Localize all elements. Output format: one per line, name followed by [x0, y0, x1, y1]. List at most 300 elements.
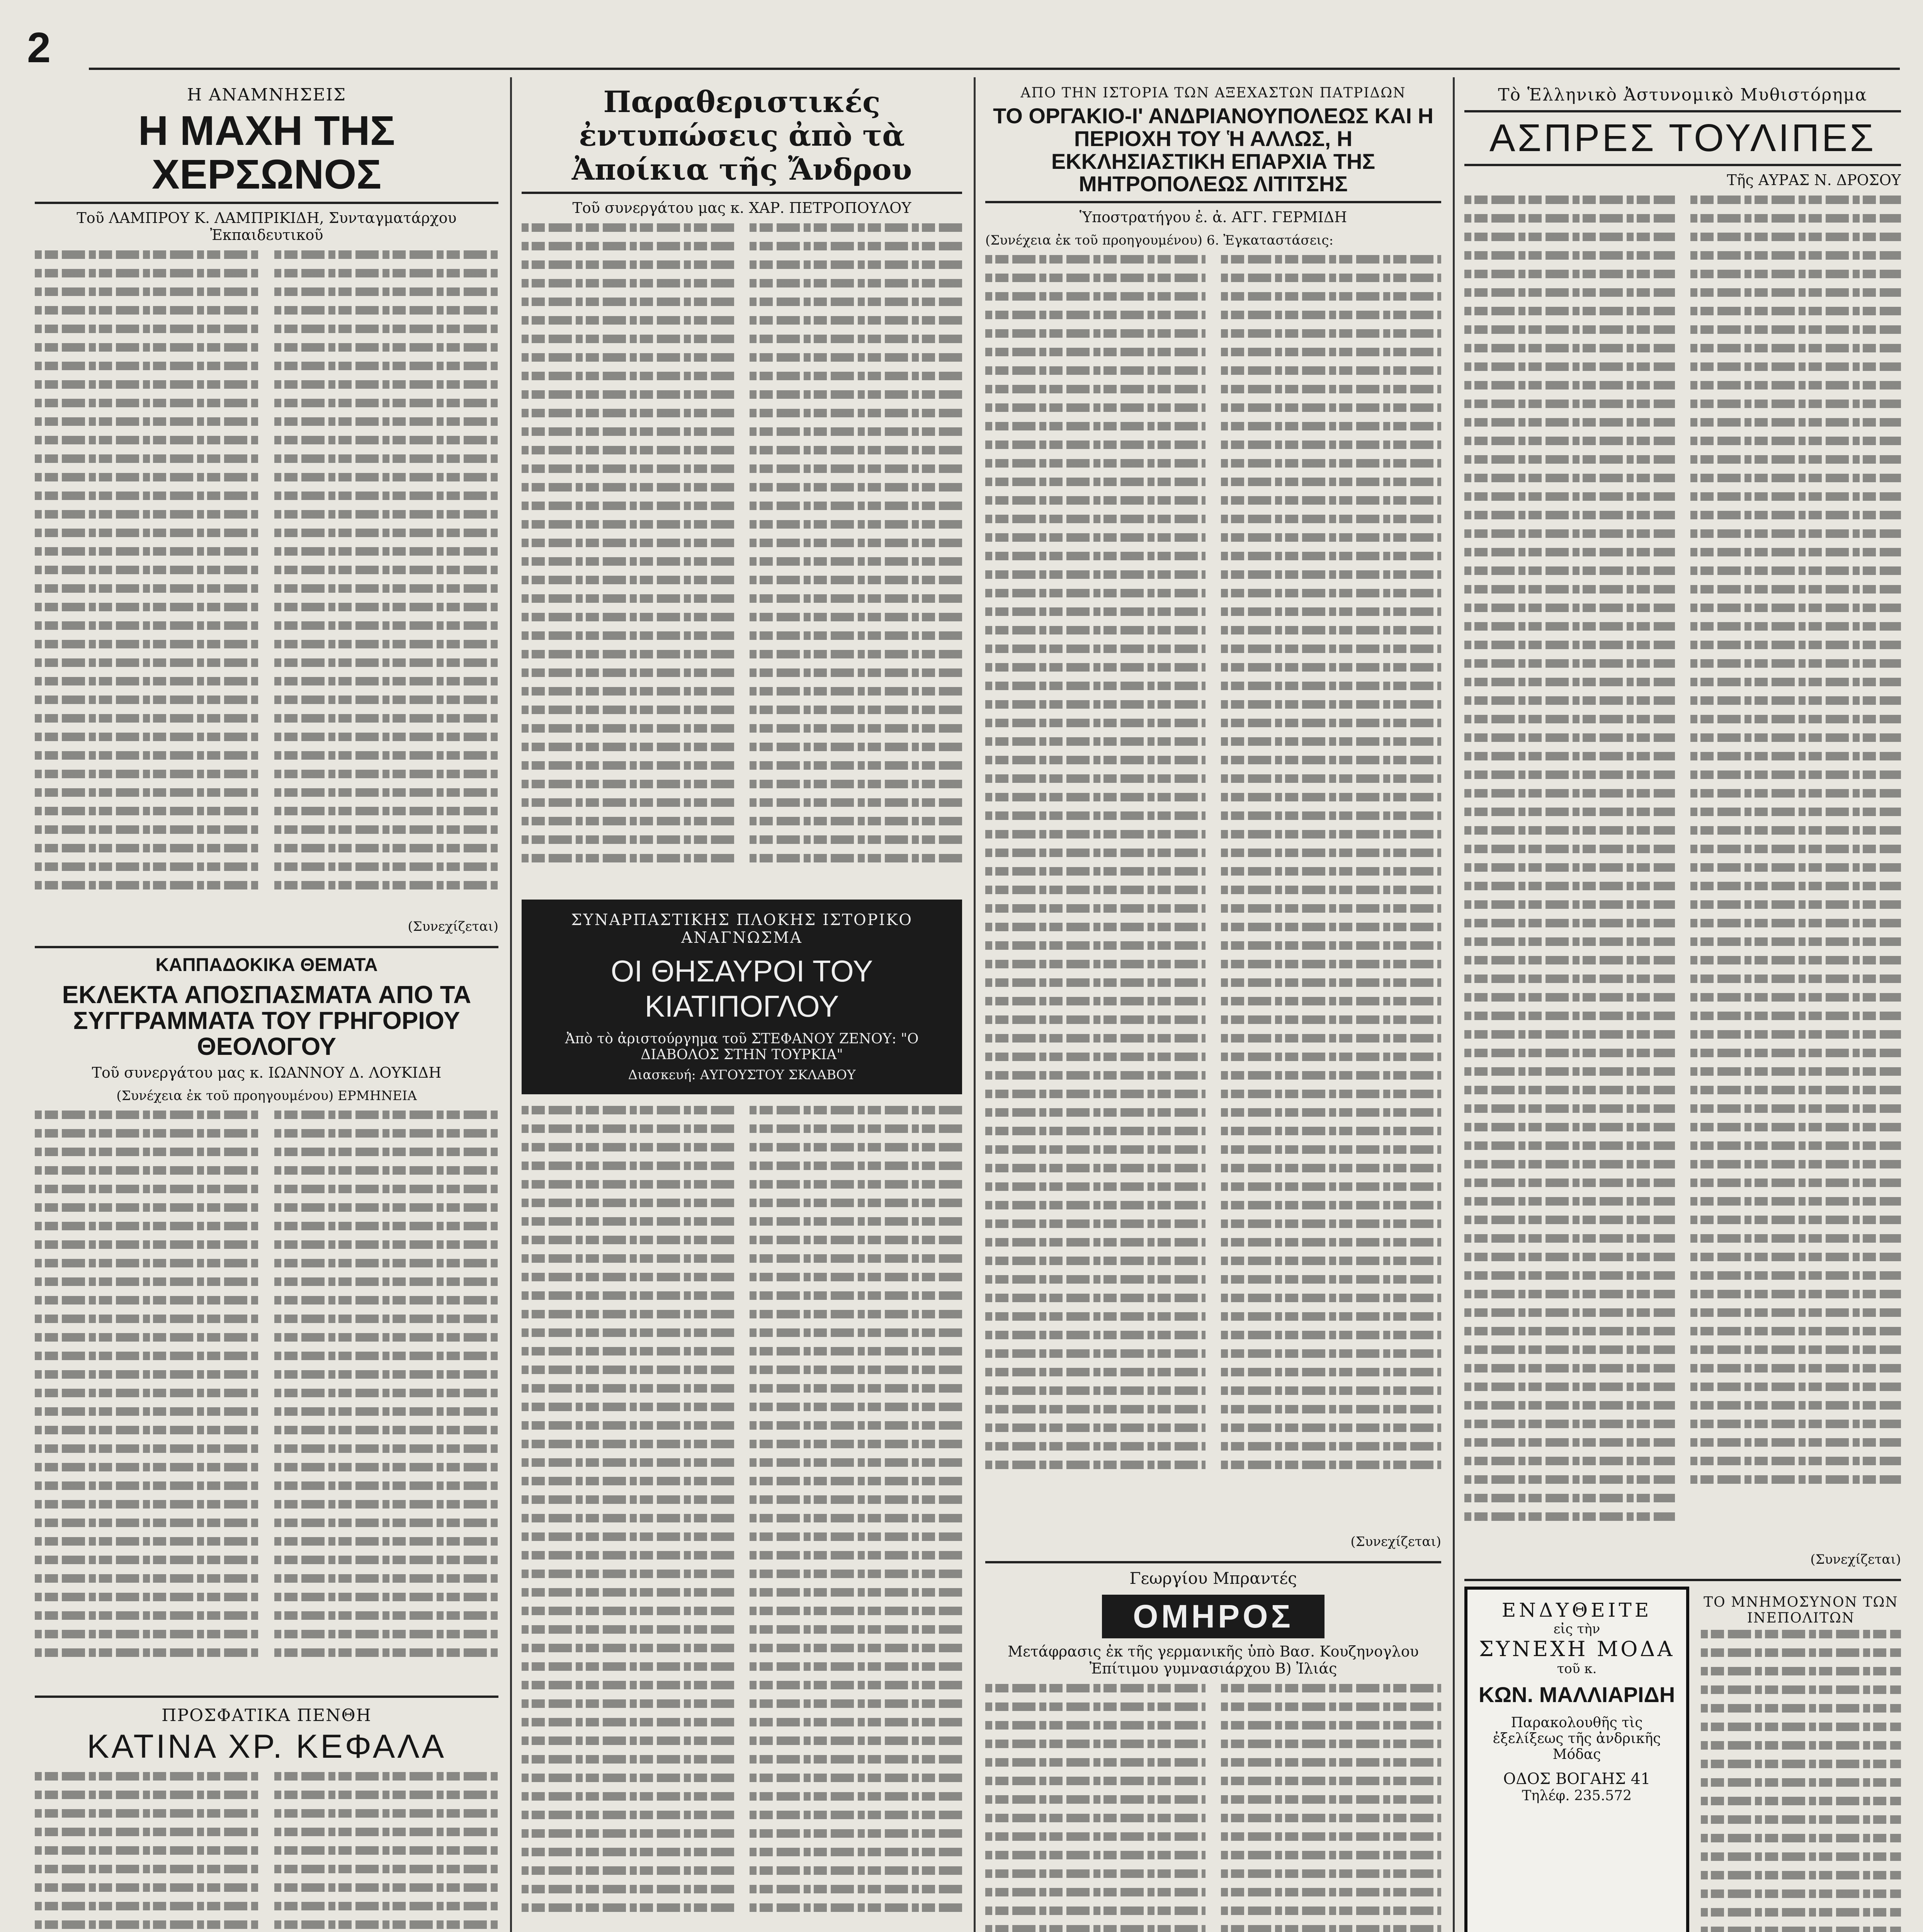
text-line	[274, 306, 498, 315]
text-line	[35, 714, 259, 723]
text-line	[1221, 1053, 1441, 1061]
text-line	[985, 478, 1205, 486]
text-line	[35, 733, 259, 741]
text-line	[1690, 362, 1901, 371]
text-line	[1221, 886, 1441, 894]
text-line	[1464, 1216, 1675, 1224]
article-byline-2: Τοῦ συνεργάτου μας κ. ΙΩΑΝΝΟΥ Δ. ΛΟΥΚΙΔΗ	[92, 1064, 442, 1082]
text-line	[985, 645, 1205, 653]
text-line	[522, 1885, 734, 1893]
text-line	[985, 533, 1205, 542]
text-line	[1690, 529, 1901, 538]
text-line	[1690, 325, 1901, 334]
text-line	[1464, 400, 1675, 408]
text-line	[35, 417, 259, 426]
text-line	[274, 1296, 498, 1304]
text-line	[750, 557, 962, 566]
text-line	[274, 1333, 498, 1342]
text-line	[1690, 1030, 1901, 1039]
text-line	[1221, 1758, 1441, 1767]
text-line	[1221, 292, 1441, 301]
text-line	[274, 287, 498, 296]
text-line	[274, 362, 498, 370]
text-line	[1690, 1401, 1901, 1410]
text-line	[1221, 459, 1441, 468]
column-1	[35, 77, 498, 1932]
text-line	[750, 650, 962, 658]
text-line	[1464, 270, 1675, 278]
ad-line: τοῦ κ.	[1557, 1661, 1597, 1677]
text-line	[750, 520, 962, 529]
text-line	[522, 687, 734, 696]
text-line	[274, 1407, 498, 1416]
text-line	[35, 807, 259, 815]
text-line	[1690, 715, 1901, 723]
text-line	[750, 1866, 962, 1875]
text-line	[1221, 1423, 1441, 1432]
article-title: Η ΜΑΧΗ ΤΗΣ ΧΕΡΣΩΝΟΣ	[138, 107, 395, 198]
continued-note: (Συνεχίζεται)	[1350, 1534, 1441, 1550]
text-column	[1221, 255, 1441, 1530]
text-line	[1690, 1049, 1901, 1057]
text-line	[274, 380, 498, 389]
memorial-body	[1701, 1630, 1901, 1932]
text-line	[1464, 993, 1675, 1002]
text-line	[522, 631, 734, 640]
text-line	[750, 1384, 962, 1393]
text-column	[750, 1106, 962, 1932]
text-line	[1690, 307, 1901, 315]
text-line	[522, 1551, 734, 1560]
text-line	[1221, 385, 1441, 393]
text-line	[1690, 808, 1901, 816]
text-line	[1464, 307, 1675, 315]
text-line	[274, 1828, 498, 1836]
text-line	[985, 570, 1205, 579]
banner-kicker: ΣΥΝΑΡΠΑΣΤΙΚΗΣ ΠΛΟΚΗΣ ΙΣΤΟΡΙΚΟ ΑΝΑΓΝΩΣΜΑ	[571, 911, 913, 947]
text-line	[1464, 659, 1675, 668]
text-line	[1221, 403, 1441, 412]
text-line	[274, 1259, 498, 1267]
text-column	[522, 1106, 734, 1932]
text-line	[35, 1809, 259, 1818]
text-line	[985, 978, 1205, 987]
text-line	[1690, 752, 1901, 760]
text-line	[750, 390, 962, 399]
side-notices	[1701, 1587, 1901, 1932]
text-line	[1221, 1795, 1441, 1804]
text-line	[985, 700, 1205, 709]
article-title: Παραθεριστικές ἐντυπώσεις ἀπὸ τὰ Ἀποίκια τῆς Ἄνδρου	[571, 85, 912, 187]
banner-subtitle: Ἀπὸ τὸ ἀριστούργημα τοῦ ΣΤΕΦΑΝΟΥ ΖΕΝΟΥ: "Ο ΔΙΑΒΟΛΟΣ ΣΤΗΝ ΤΟΥΡΚΙΑ"	[565, 1031, 919, 1063]
text-line	[522, 1384, 734, 1393]
text-line	[1690, 1438, 1901, 1447]
text-line	[35, 1407, 259, 1416]
text-line	[1690, 437, 1901, 445]
text-line	[750, 1829, 962, 1838]
text-line	[1221, 645, 1441, 653]
article-title-2	[985, 1595, 1441, 1638]
text-line	[985, 1145, 1205, 1154]
text-line	[1701, 1667, 1901, 1675]
text-line	[1690, 1345, 1901, 1354]
text-line	[274, 733, 498, 741]
ad-name: ΚΩΝ. ΜΑΛΛΙΑΡΙΔΗ	[1478, 1682, 1675, 1707]
text-line	[985, 1386, 1205, 1395]
text-line	[1464, 1271, 1675, 1280]
homer-title-box: ΟΜΗΡΟΣ	[1102, 1595, 1325, 1638]
text-line	[522, 780, 734, 788]
text-line	[274, 825, 498, 834]
article-kicker: Τὸ Ἑλληνικὸ Ἀστυνομικὸ Μυθιστόρημα	[1498, 85, 1867, 105]
text-line	[985, 1442, 1205, 1451]
text-line	[1701, 1760, 1901, 1768]
text-line	[522, 1199, 734, 1207]
text-line	[1464, 455, 1675, 464]
text-line	[750, 854, 962, 862]
text-line	[1701, 1927, 1901, 1932]
text-line	[1221, 1090, 1441, 1098]
text-line	[1690, 474, 1901, 482]
text-line	[1690, 1104, 1901, 1113]
text-line	[1221, 737, 1441, 746]
text-line	[522, 1291, 734, 1300]
text-line	[1464, 196, 1675, 204]
text-line	[1221, 997, 1441, 1005]
text-line	[35, 1865, 259, 1873]
text-line	[35, 1315, 259, 1323]
text-line	[750, 223, 962, 232]
text-line	[1221, 1071, 1441, 1080]
text-line	[750, 1551, 962, 1560]
memorial-title: ΤΟ ΜΝΗΜΟΣΥΝΟΝ ΤΩΝ ΙΝΕΠΟΛΙΤΩΝ	[1704, 1594, 1898, 1626]
text-line	[1221, 1349, 1441, 1358]
text-line	[1464, 1049, 1675, 1057]
text-line	[1690, 1086, 1901, 1094]
text-line	[985, 1164, 1205, 1172]
text-line	[1221, 589, 1441, 597]
text-line	[985, 1053, 1205, 1061]
text-line	[274, 640, 498, 648]
text-line	[1690, 975, 1901, 983]
text-line	[522, 1403, 734, 1411]
text-line	[1464, 1475, 1675, 1484]
text-line	[274, 1129, 498, 1138]
text-line	[1690, 455, 1901, 464]
text-line	[35, 566, 259, 574]
text-line	[750, 427, 962, 436]
text-line	[35, 1148, 259, 1156]
article-title: ΑΣΠΡΕΣ ΤΟΥΛΙΠΕΣ	[1489, 116, 1876, 160]
text-line	[985, 1461, 1205, 1469]
text-line	[35, 1902, 259, 1910]
text-line	[35, 1240, 259, 1249]
text-line	[750, 1421, 962, 1430]
text-line	[1221, 1405, 1441, 1413]
text-line	[985, 292, 1205, 301]
text-line	[1690, 566, 1901, 575]
text-line	[1221, 1219, 1441, 1228]
banner-title: ΟΙ ΘΗΣΑΥΡΟΙ ΤΟΥ ΚΙΑΤΙΠΟΓΛΟΥ	[610, 954, 873, 1024]
text-line	[1701, 1648, 1901, 1657]
text-line	[274, 1203, 498, 1212]
text-line	[1221, 1201, 1441, 1209]
text-line	[274, 325, 498, 333]
article-author-2: Γεωργίου Μπραντές	[1129, 1569, 1297, 1588]
text-line	[985, 1368, 1205, 1376]
text-line	[1464, 1438, 1675, 1447]
text-line	[985, 1758, 1205, 1767]
text-line	[35, 677, 259, 685]
text-line	[522, 1458, 734, 1467]
text-line	[1701, 1834, 1901, 1842]
text-line	[985, 1888, 1205, 1896]
text-line	[1464, 1383, 1675, 1391]
text-line	[1464, 1123, 1675, 1131]
text-line	[1221, 1182, 1441, 1191]
text-line	[985, 255, 1205, 264]
text-line	[1464, 1494, 1675, 1502]
text-line	[1464, 288, 1675, 297]
text-line	[522, 1718, 734, 1726]
text-line	[1464, 1253, 1675, 1261]
text-line	[985, 830, 1205, 838]
text-line	[1690, 381, 1901, 389]
text-line	[750, 1366, 962, 1374]
text-line	[522, 594, 734, 603]
text-line	[985, 1071, 1205, 1080]
text-line	[985, 1294, 1205, 1302]
text-line	[1464, 1067, 1675, 1076]
text-line	[1221, 849, 1441, 857]
text-line	[1464, 1364, 1675, 1372]
text-line	[1221, 496, 1441, 505]
text-line	[35, 1630, 259, 1638]
text-line	[985, 1015, 1205, 1024]
text-line	[1690, 1308, 1901, 1317]
text-line	[1221, 978, 1441, 987]
text-line	[1221, 1832, 1441, 1841]
text-line	[35, 862, 259, 871]
text-line	[1221, 1442, 1441, 1451]
text-line	[1701, 1685, 1901, 1694]
text-line	[1221, 1888, 1441, 1896]
death-notice-body	[35, 1772, 498, 1932]
text-line	[274, 1222, 498, 1230]
text-line	[1464, 752, 1675, 760]
text-column	[985, 1684, 1205, 1932]
text-line	[35, 881, 259, 889]
text-line	[750, 335, 962, 343]
text-line	[35, 1846, 259, 1855]
text-line	[522, 1366, 734, 1374]
text-line	[1221, 1275, 1441, 1284]
text-line	[35, 1593, 259, 1601]
text-line	[1690, 492, 1901, 501]
text-line	[750, 316, 962, 325]
text-line	[35, 1203, 259, 1212]
text-line	[522, 390, 734, 399]
top-rule	[89, 68, 1900, 70]
text-line	[1690, 1327, 1901, 1335]
text-line	[1690, 937, 1901, 946]
text-line	[522, 835, 734, 844]
text-line	[985, 311, 1205, 319]
text-line	[522, 298, 734, 306]
text-line	[750, 835, 962, 844]
text-line	[985, 1832, 1205, 1841]
text-line	[522, 1310, 734, 1318]
text-line	[522, 483, 734, 492]
text-line	[985, 941, 1205, 950]
text-line	[1221, 1386, 1441, 1395]
text-line	[985, 1349, 1205, 1358]
text-line	[522, 335, 734, 343]
text-line	[1464, 826, 1675, 835]
text-line	[985, 385, 1205, 393]
text-line	[1690, 678, 1901, 686]
text-line	[750, 1755, 962, 1764]
ad-text: Παρακολουθῆς τὶς ἐξελίξεως τῆς ἀνδρικῆς Μόδας	[1493, 1715, 1661, 1762]
ad-line: ΣΥΝΕΧΗ ΜΟΔΑ	[1479, 1637, 1675, 1661]
text-line	[1464, 1012, 1675, 1020]
text-line	[522, 1106, 734, 1114]
text-line	[1690, 845, 1901, 853]
text-line	[1221, 329, 1441, 338]
text-line	[985, 459, 1205, 468]
serial-banner	[522, 900, 962, 1094]
text-line	[750, 1273, 962, 1281]
text-line	[1464, 381, 1675, 389]
text-line	[274, 269, 498, 277]
text-line	[750, 817, 962, 825]
column-divider	[510, 77, 512, 1932]
column-divider	[1453, 77, 1455, 1932]
text-line	[1690, 1290, 1901, 1298]
text-line	[1690, 919, 1901, 927]
text-line	[522, 1829, 734, 1838]
text-line	[1690, 604, 1901, 612]
text-line	[1690, 1364, 1901, 1372]
text-line	[522, 1162, 734, 1170]
text-line	[522, 446, 734, 454]
text-line	[35, 1611, 259, 1620]
text-line	[985, 811, 1205, 820]
text-line	[750, 706, 962, 714]
text-line	[522, 1273, 734, 1281]
text-line	[985, 1201, 1205, 1209]
text-line	[35, 1370, 259, 1379]
text-line	[1464, 437, 1675, 445]
text-line	[985, 719, 1205, 727]
text-line	[750, 668, 962, 677]
text-line	[750, 1607, 962, 1615]
text-line	[274, 1500, 498, 1509]
text-line	[1690, 1067, 1901, 1076]
text-line	[1464, 362, 1675, 371]
text-line	[274, 658, 498, 667]
text-line	[985, 366, 1205, 375]
text-line	[1464, 622, 1675, 631]
text-line	[985, 403, 1205, 412]
text-line	[35, 250, 259, 259]
column-3	[985, 77, 1441, 1932]
text-line	[35, 287, 259, 296]
text-line	[35, 770, 259, 778]
text-line	[35, 1185, 259, 1193]
text-line	[522, 557, 734, 566]
article-byline: Τοῦ συνεργάτου μας κ. ΧΑΡ. ΠΕΤΡΟΠΟΥΛΟΥ	[572, 199, 911, 217]
text-line	[985, 663, 1205, 672]
text-line	[35, 1574, 259, 1583]
title-rule	[522, 192, 962, 194]
text-line	[522, 520, 734, 529]
article-kicker: Η ΑΝΑΜΝΗΣΕΙΣ	[187, 85, 347, 105]
text-line	[1690, 826, 1901, 835]
text-line	[750, 1440, 962, 1448]
article-kicker: ΑΠΟ ΤΗΝ ΙΣΤΟΡΙΑ ΤΩΝ ΑΞΕΧΑΣΤΩΝ ΠΑΤΡΙΔΩΝ	[1020, 85, 1406, 101]
text-line	[1221, 274, 1441, 282]
text-line	[985, 348, 1205, 356]
text-line	[750, 1588, 962, 1597]
text-line	[1221, 1740, 1441, 1748]
text-line	[1690, 622, 1901, 631]
text-line	[750, 483, 962, 492]
text-line	[522, 1180, 734, 1189]
text-line	[1464, 1030, 1675, 1039]
text-line	[1701, 1723, 1901, 1731]
text-line	[274, 1865, 498, 1873]
text-line	[274, 1630, 498, 1638]
text-line	[35, 1166, 259, 1175]
text-line	[274, 1556, 498, 1564]
text-line	[522, 372, 734, 380]
text-line	[1221, 607, 1441, 616]
text-line	[1221, 923, 1441, 931]
text-line	[750, 576, 962, 584]
text-line	[985, 607, 1205, 616]
text-line	[1464, 1308, 1675, 1317]
text-line	[1464, 641, 1675, 649]
text-line	[1464, 566, 1675, 575]
text-line	[1464, 900, 1675, 909]
text-line	[35, 473, 259, 481]
text-line	[1690, 882, 1901, 890]
text-line	[750, 1848, 962, 1856]
text-line	[750, 1403, 962, 1411]
text-line	[1221, 1702, 1441, 1711]
text-line	[1464, 1141, 1675, 1150]
text-line	[522, 1755, 734, 1764]
text-line	[35, 640, 259, 648]
text-line	[522, 668, 734, 677]
text-line	[1221, 1164, 1441, 1172]
text-line	[985, 1869, 1205, 1878]
text-line	[1221, 1331, 1441, 1339]
text-line	[750, 1681, 962, 1689]
text-line	[274, 1593, 498, 1601]
text-line	[274, 1902, 498, 1910]
text-line	[1221, 960, 1441, 968]
text-line	[1690, 214, 1901, 223]
text-line	[985, 886, 1205, 894]
text-line	[750, 353, 962, 362]
text-line	[1701, 1630, 1901, 1638]
text-line	[1221, 348, 1441, 356]
text-line	[274, 621, 498, 630]
text-line	[522, 1607, 734, 1615]
text-line	[1690, 233, 1901, 241]
